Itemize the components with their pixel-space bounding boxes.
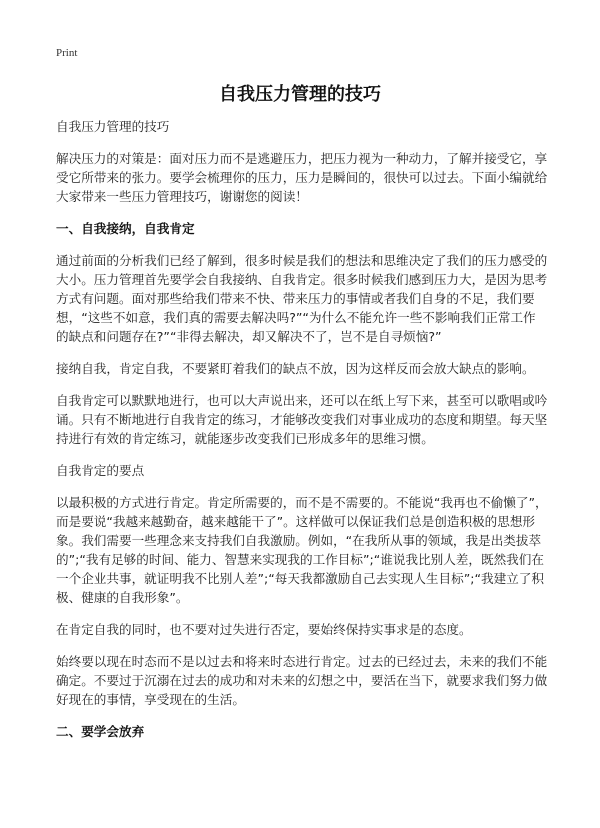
section1-paragraph-4: 以最积极的方式进行肯定。肯定所需要的，而不是不需要的。不能说“我再也不偷懒了”，而是要说“我越来越勤奋，越来越能干了”。这样做可以保证我们总是创造积极的思想形象。我们需要一些理念来支持我们自我激励。例如，“在我所从事的领域，我是出类拔萃的”;“我有足够的时间、能力、智慧来实现我的工作目标”;“谁说我比别人差，既然我们在一个企业共事，就证明我不比别人差”;“每天我都激励自己去实现人生目标”;“我建立了积极、健康的自我形象”。 [56, 495, 548, 605]
document-body [56, 117, 548, 754]
section1-subheading-key-points: 自我肯定的要点 [56, 463, 145, 478]
section1-paragraph-3: 自我肯定可以默默地进行，也可以大声说出来，还可以在纸上写下来，甚至可以歌唱或吟诵。只有不断地进行自我肯定的练习，才能够改变我们对事业成功的态度和期望。每天坚持进行有效的肯定练习，就能逐步改变我们已形成多年的思维习惯。 [56, 393, 548, 446]
section1-paragraph-5: 在肯定自我的同时，也不要对过失进行否定，要始终保持实事求是的态度。 [56, 622, 472, 637]
section1-paragraph-6: 始终要以现在时态而不是以过去和将来时态进行肯定。过去的已经过去，未来的我们不能确定。不要过于沉溺在过去的成功和对未来的幻想之中，要活在当下，就要求我们努力做好现在的事情，享受现在的生活。 [56, 654, 548, 707]
section-heading-let-go: 二、要学会放弃 [56, 724, 145, 739]
section1-paragraph-2: 接纳自我，肯定自我，不要紧盯着我们的缺点不放，因为这样反而会放大缺点的影响。 [56, 361, 535, 376]
print-link[interactable]: Print [56, 47, 78, 59]
document-subtitle: 自我压力管理的技巧 [56, 119, 170, 134]
section1-paragraph-1: 通过前面的分析我们已经了解到，很多时候是我们的想法和思维决定了我们的压力感受的大小。压力管理首先要学会自我接纳、自我肯定。很多时候我们感到压力大，是因为思考方式有问题。面对那些给我们带来不快、带来压力的事情或者我们自身的不足，我们要想，“这些不如意，我们真的需要去解决吗?”“为什么不能允许一些不影响我们正常工作的缺点和问题存在?”“非得去解决，却又解决不了，岂不是自寻烦恼?” [56, 253, 548, 344]
section-heading-self-acceptance: 一、自我接纳，自我肯定 [56, 221, 195, 236]
page-title: 自我压力管理的技巧 [219, 84, 381, 105]
intro-paragraph: 解决压力的对策是：面对压力而不是逃避压力，把压力视为一种动力，了解并接受它，享受它所带来的张力。要学会梳理你的压力，压力是瞬间的，很快可以过去。下面小编就给大家带来一些压力管理技巧，谢谢您的阅读！ [56, 151, 548, 204]
